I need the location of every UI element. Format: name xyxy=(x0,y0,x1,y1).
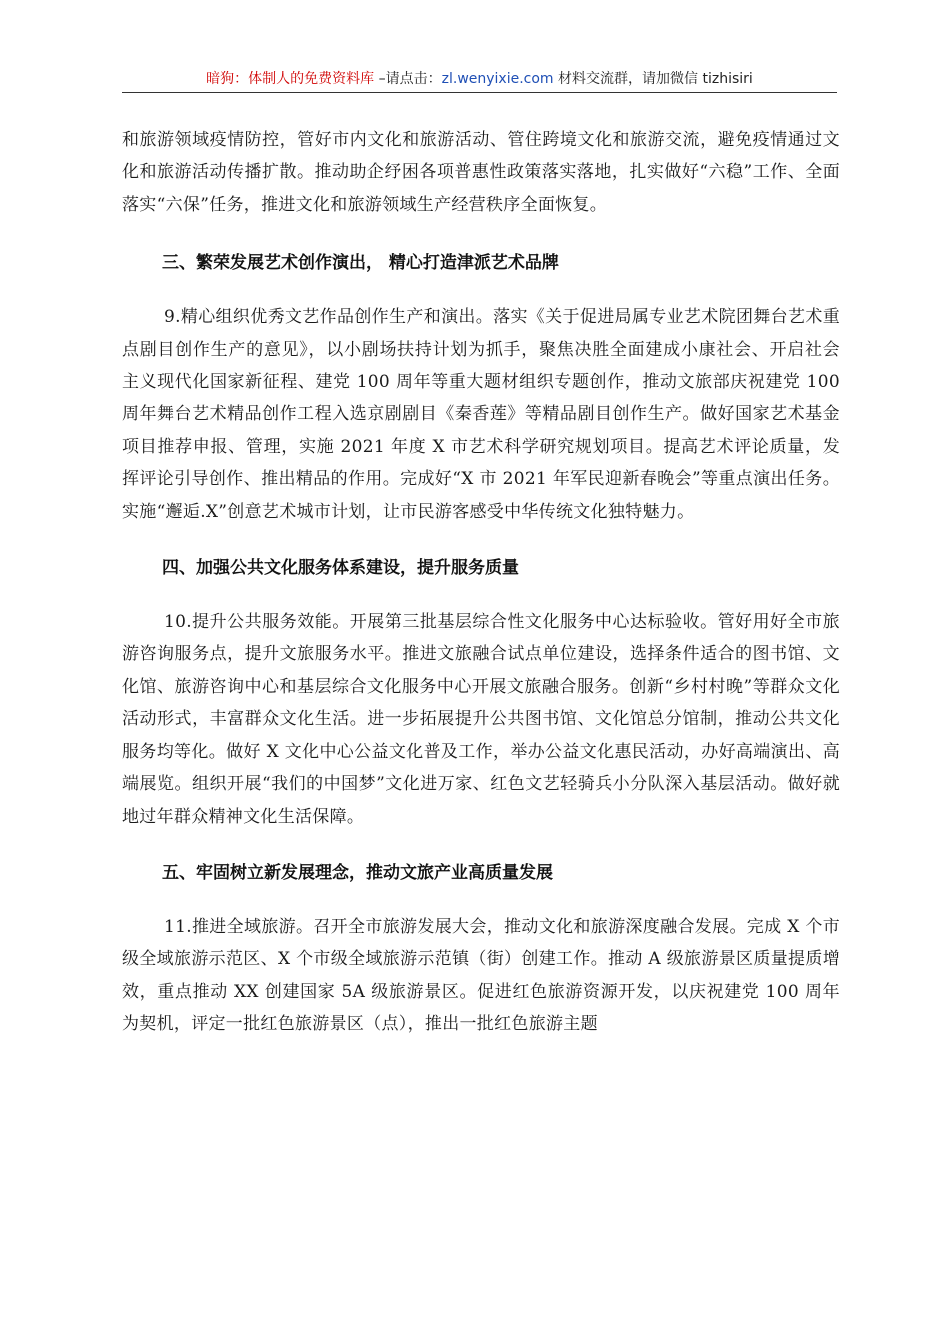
page-header xyxy=(122,68,837,90)
header-prompt: –请点击： xyxy=(374,71,442,87)
header-link[interactable]: zl.wenyixie.com xyxy=(441,71,554,87)
section-paragraph-5 xyxy=(122,911,840,1041)
header-divider xyxy=(122,92,837,93)
header-wechat-note: 材料交流群，请加微信 tizhisiri xyxy=(553,71,753,87)
section-paragraph-4-text: 10.提升公共服务效能。开展第三批基层综合性文化服务中心达标验收。管好用好全市旅游咨询服务点，提升文旅服务水平。推进文旅融合试点单位建设，选择条件适合的图书馆、文化馆、旅游咨询中心和基层综合文化服务中心开展文旅融合服务。创新“乡村村晚”等群众文化活动形式，丰富群众文化生活。进一步拓展提升公共图书馆、文化馆总分馆制，推动公共文化服务均等化。做好 X 文化中心公益文化普及工作，举办公益文化惠民活动，办好高端演出、高端展览。组织开展“我们的中国梦”文化进万家、红色文艺轻骑兵小分队深入基层活动。做好就地过年群众精神文化生活保障。 xyxy=(122,612,840,827)
section-paragraph-4 xyxy=(122,606,840,833)
header-site-name: 暗狗：体制人的免费资料库 xyxy=(206,71,375,87)
section-paragraph-5-text: 11.推进全域旅游。召开全市旅游发展大会，推动文化和旅游深度融合发展。完成 X 个市级全域旅游示范区、X 个市级全域旅游示范镇（街）创建工作。推动 A 级旅游景区质量提质增效，重点推动 XX 创建国家 5A 级旅游景区。促进红色旅游资源开发，以庆祝建党 100 周年为契机，评定一批红色旅游景区（点），推出一批红色旅游主题 xyxy=(122,916,840,1035)
intro-paragraph: 和旅游领域疫情防控，管好市内文化和旅游活动、管住跨境文化和旅游交流，避免疫情通过文化和旅游活动传播扩散。推动助企纾困各项普惠性政策落实落地，扎实做好“六稳”工作、全面落实“六保”任务，推进文化和旅游领域生产经营秩序全面恢复。 xyxy=(122,130,840,215)
section-paragraph-3 xyxy=(122,301,840,528)
section-heading-3: 三、繁荣发展艺术创作演出， 精心打造津派艺术品牌 xyxy=(162,253,559,274)
section-heading-5: 五、牢固树立新发展理念，推动文旅产业高质量发展 xyxy=(162,862,553,883)
section-heading-4: 四、加强公共文化服务体系建设，提升服务质量 xyxy=(162,558,519,579)
document-body xyxy=(122,124,840,1065)
section-paragraph-3-text: 9.精心组织优秀文艺作品创作生产和演出。落实《关于促进局属专业艺术院团舞台艺术重点剧目创作生产的意见》，以小剧场扶持计划为抓手，聚焦决胜全面建成小康社会、开启社会主义现代化国家新征程、建党 100 周年等重大题材组织专题创作，推动文旅部庆祝建党 100 周年舞台艺术精品创作工程入选京剧剧目《秦香莲》等精品剧目创作生产。做好国家艺术基金项目推荐申报、管理，实施 2021 年度 X 市艺术科学研究规划项目。提高艺术评论质量，发挥评论引导创作、推出精品的作用。完成好“X 市 2021 年军民迎新春晚会”等重点演出任务。实施“邂逅.X”创意艺术城市计划，让市民游客感受中华传统文化独特魅力。 xyxy=(122,307,840,522)
